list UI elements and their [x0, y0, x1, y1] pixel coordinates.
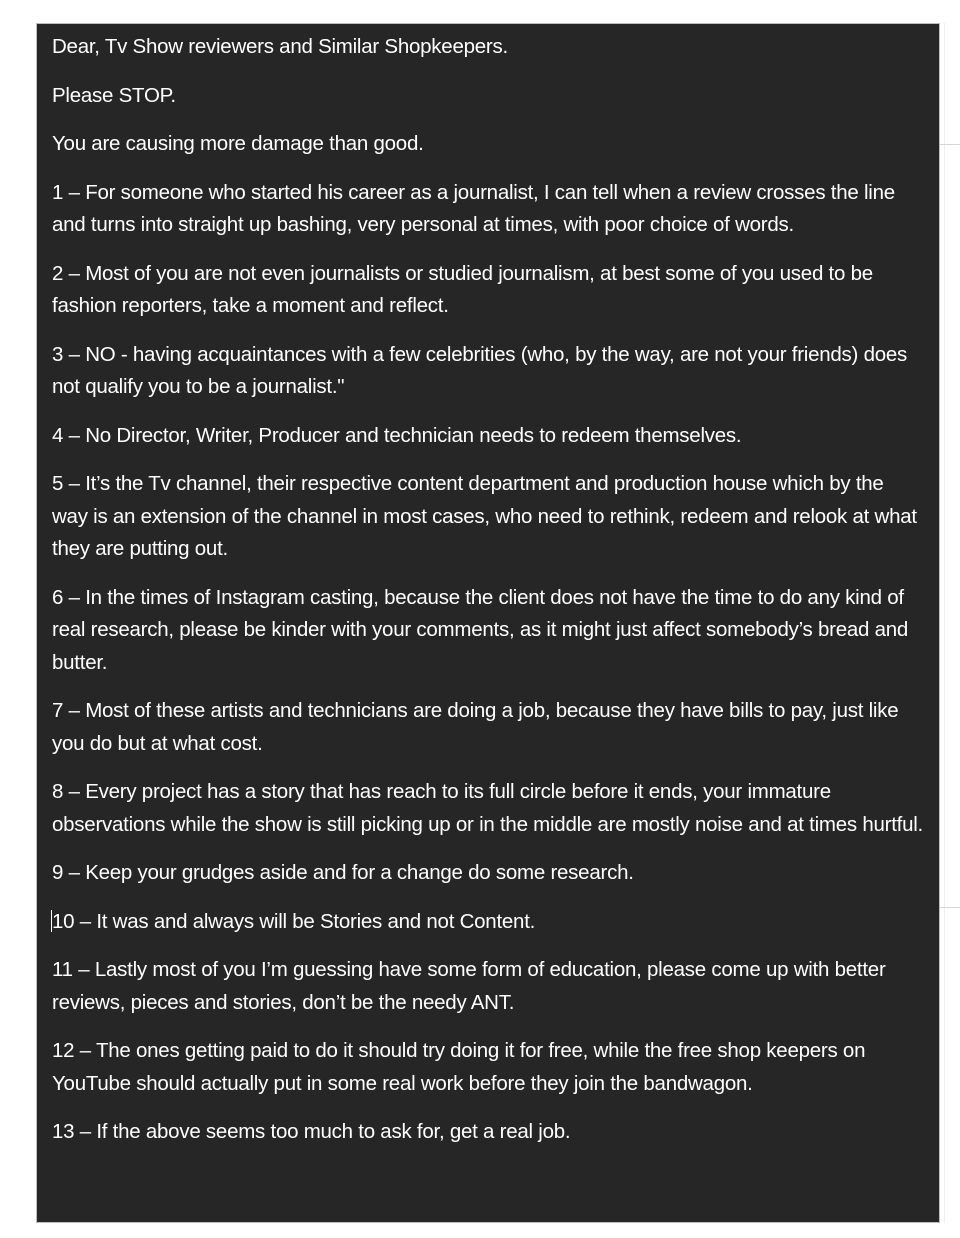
point-12-paragraph: 12 – The ones getting paid to do it should try doing it for free, while the free shop keepers on YouTube should actually put in some real work before they join the bandwagon. [52, 1039, 866, 1095]
point-1-paragraph: 1 – For someone who started his career as a journalist, I can tell when a review crosses the line and turns into straight up bashing, very personal at times, with poor choice of words. [52, 180, 895, 236]
page-edge-divider [944, 23, 945, 1223]
point-6-paragraph: 6 – In the times of Instagram casting, because the client does not have the time to do any kind of real research, please be kinder with your comments, as it might just affect somebody’s bread and butter. [52, 585, 909, 674]
point-13-paragraph: 13 – If the above seems too much to ask for, get a real job. [52, 1120, 571, 1143]
paragraph-please-stop: Please STOP. [52, 83, 176, 107]
point-10-line [52, 906, 924, 939]
point-2-paragraph: 2 – Most of you are not even journalists or studied journalism, at best some of you used to be fashion reporters, take a moment and reflect. [52, 261, 873, 317]
point-8-paragraph: 8 – Every project has a story that has reach to its full circle before it ends, your immature observations while the show is still picking up or in the middle are mostly noise and at times hurtful. [52, 780, 923, 836]
point-9-paragraph: 9 – Keep your grudges aside and for a change do some research. [52, 861, 634, 884]
point-11-paragraph: 11 – Lastly most of you I’m guessing have some form of education, please come up with better reviews, pieces and stories, don’t be the needy ANT. [52, 958, 886, 1014]
point-4-paragraph: 4 – No Director, Writer, Producer and technician needs to redeem themselves. [52, 423, 742, 447]
margin-rule [940, 907, 960, 908]
point-7-paragraph: 7 – Most of these artists and technicians are doing a job, because they have bills to pay, just like you do but at what cost. [52, 699, 899, 755]
document-body[interactable] [52, 31, 924, 1165]
paragraph-damage: You are causing more damage than good. [52, 132, 424, 155]
greeting-paragraph: Dear, Tv Show reviewers and Similar Shopkeepers. [52, 35, 508, 58]
point-5-paragraph: 5 – It’s the Tv channel, their respective content department and production house which by the way is an extension of the channel in most cases, who need to rethink, redeem and relook at what they are putting out. [52, 472, 917, 560]
margin-rule [940, 144, 960, 145]
point-3-paragraph: 3 – NO - having acquaintances with a few celebrities (who, by the way, are not your friends) does not qualify you to be a journalist." [52, 342, 908, 398]
point-10-paragraph: 10 – It was and always will be Stories and not Content. [52, 909, 536, 933]
